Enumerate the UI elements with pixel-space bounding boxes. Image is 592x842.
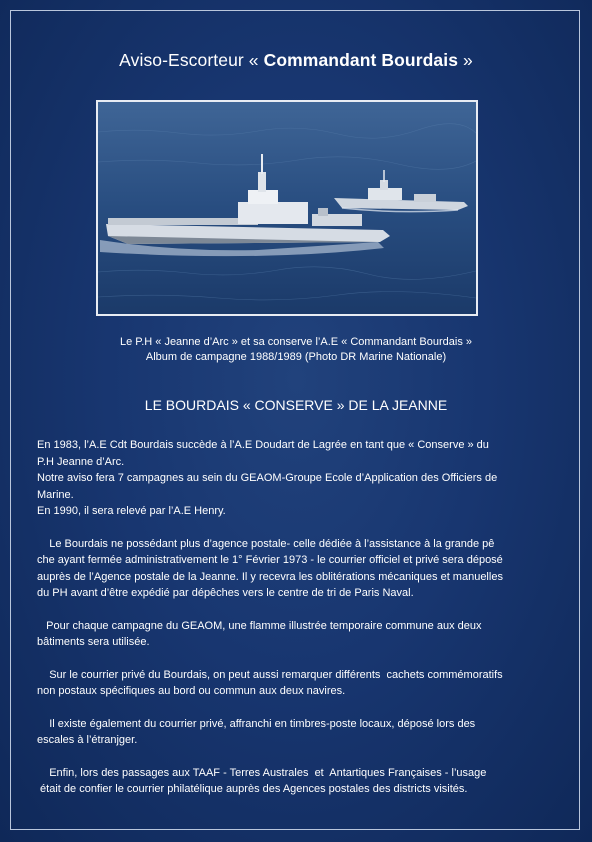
paragraph-line: che ayant fermée administrativement le 1° Février 1973 - le courrier officiel et privé sera déposé xyxy=(37,554,503,566)
paragraph-gap xyxy=(37,602,561,618)
page-title xyxy=(0,50,592,71)
paragraph-gap xyxy=(37,520,561,536)
paragraph-line: Enfin, lors des passages aux TAAF - Terres Australes et Antartiques Françaises - l’usage xyxy=(37,766,487,779)
paragraph-line: était de confier le courrier philatélique auprès des Agences postales des districts visités. xyxy=(37,783,468,795)
paragraph-line: En 1990, il sera relevé par l’A.E Henry. xyxy=(37,505,226,517)
ships-illustration xyxy=(98,102,476,314)
paragraph-gap xyxy=(37,700,561,716)
paragraph-line: escales à l’étranjger. xyxy=(37,734,138,746)
paragraph-line: du PH avant d’être expédié par dépêches vers le centre de tri de Paris Naval. xyxy=(37,587,414,599)
paragraph-line: auprès de l’Agence postale de la Jeanne. Il y recevra les oblitérations mécaniques et manuelles xyxy=(37,570,503,583)
paragraph-line: En 1983, l’A.E Cdt Bourdais succède à l’A.E Doudart de Lagrée en tant que « Conserve » du xyxy=(37,439,489,451)
title-suffix: » xyxy=(458,50,473,70)
paragraph-line: Il existe également du courrier privé, affranchi en timbres-poste locaux, déposé lors des xyxy=(37,717,476,730)
paragraph-line: Marine. xyxy=(37,488,74,501)
paragraph-gap xyxy=(37,651,561,667)
paragraph-line: bâtiments sera utilisée. xyxy=(37,636,150,648)
section-heading: LE BOURDAIS « CONSERVE » DE LA JEANNE xyxy=(144,397,448,413)
article-body xyxy=(37,437,561,798)
caption-line-1: Le P.H « Jeanne d’Arc » et sa conserve l’A.E « Commandant Bourdais » xyxy=(120,336,472,348)
title-ship-name: Commandant Bourdais xyxy=(263,50,459,70)
paragraph-line: Notre aviso fera 7 campagnes au sein du GEAOM-Groupe Ecole d’Application des Officiers de xyxy=(37,472,498,484)
paragraph-gap xyxy=(37,749,561,765)
paragraph-line: Le Bourdais ne possédant plus d’agence postale- celle dédiée à l’assistance à la grande pê xyxy=(37,537,495,550)
paragraph-line: Pour chaque campagne du GEAOM, une flamme illustrée temporaire commune aux deux xyxy=(37,619,482,632)
paragraph-line: P.H Jeanne d’Arc. xyxy=(37,455,125,468)
paragraph-line: Sur le courrier privé du Bourdais, on peut aussi remarquer différents cachets commémoratifs xyxy=(37,668,503,681)
caption-line-2: Album de campagne 1988/1989 (Photo DR Marine Nationale) xyxy=(145,351,447,363)
photo-caption xyxy=(0,335,592,365)
paragraph-line: non postaux spécifiques au bord ou commun aux deux navires. xyxy=(37,685,346,697)
ships-photo xyxy=(96,100,478,316)
title-prefix: Aviso-Escorteur « xyxy=(119,50,264,70)
